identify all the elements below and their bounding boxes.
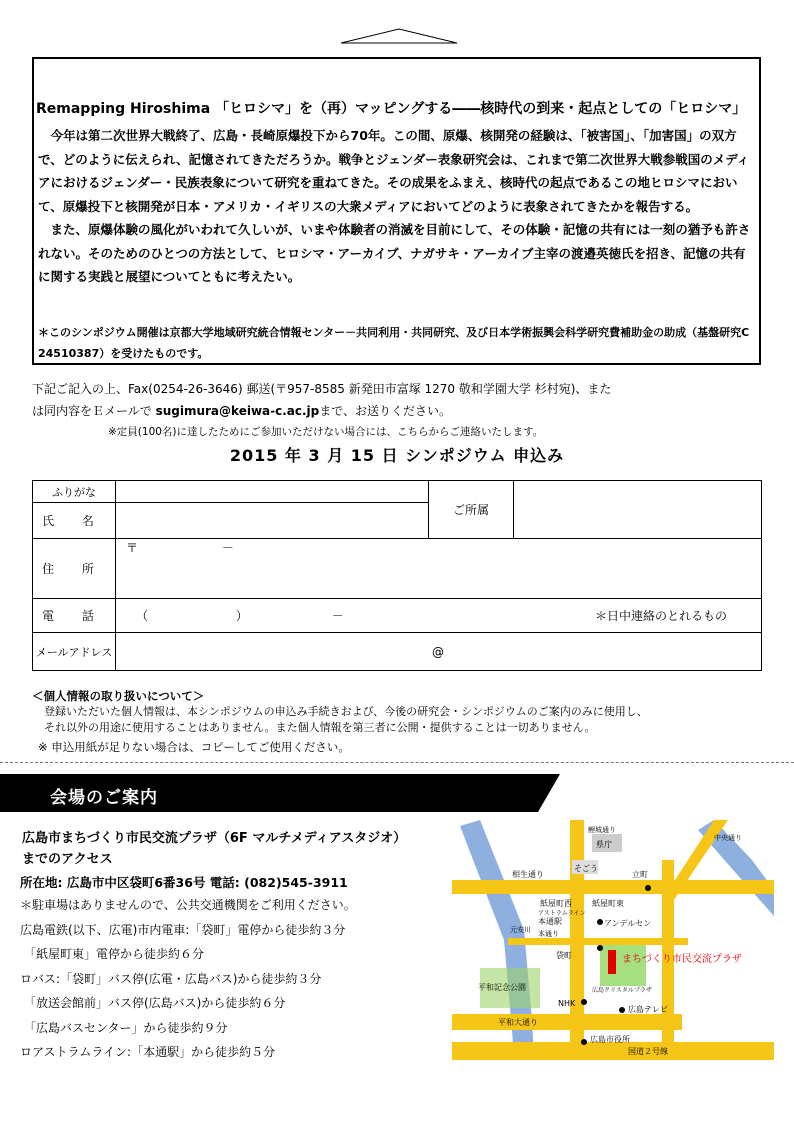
map-label: 袋町 (556, 951, 572, 960)
map-label: NHK (558, 999, 576, 1008)
access-item: 広島電鉄(以下、広電)市内電車:「袋町」電停から徒歩約３分 (20, 922, 346, 937)
affiliation-label: ご所属 (429, 481, 514, 539)
phone-field[interactable] (116, 599, 762, 633)
privacy-line-2: それ以外の用途に使用することはありません。また個人情報を第三者に公開・提供することは一切ありません。 (44, 721, 596, 734)
map-label: 中央通り (714, 834, 742, 842)
map-label: 本通り (538, 930, 559, 938)
furigana-field[interactable] (116, 481, 429, 503)
name-label: 氏 名 (33, 503, 116, 539)
access-item: 「放送会館前」バス停(広島バス)から徒歩約６分 (24, 996, 286, 1010)
map-label: 広島クリスタルプラザ (592, 987, 652, 994)
instructions-line-2-end: まで、お送りください。 (319, 404, 452, 418)
phone-note: ＊日中連絡のとれるもの (594, 609, 727, 623)
plaza-marker (608, 950, 616, 974)
map-label: 紙屋町西 (540, 899, 572, 908)
phone-label: 電 話 (33, 599, 116, 633)
map-label: 立町 (632, 870, 648, 879)
map-label: 県庁 (596, 840, 612, 849)
symposium-title: Remapping Hiroshima 「ヒロシマ」を（再）マッピングする――核時代の到来・起点としての「ヒロシマ」 (36, 101, 747, 117)
affiliation-field[interactable] (514, 481, 762, 539)
symposium-description (38, 124, 756, 289)
venue-name-line-2: までのアクセス (22, 852, 113, 867)
triangle-ornament (340, 28, 458, 44)
map-label: 平和記念公園 (478, 983, 526, 992)
access-item: 「紙屋町東」電停から徒歩約６分 (24, 947, 205, 961)
venue-address: 所在地: 広島市中区袋町6番36号 電話: (082)545-3911 (20, 875, 348, 890)
access-list (20, 893, 356, 1065)
instructions-line-2 (32, 400, 772, 422)
road-hondori (508, 938, 688, 945)
map-label: そごう (574, 864, 598, 873)
instructions-line-2-text: は同内容をＥメールで (32, 404, 156, 418)
map-label: 鯉城通り (588, 826, 616, 834)
map-label: 広島テレビ (628, 1005, 668, 1014)
access-item: 「広島バスセンター」から徒歩約９分 (24, 1020, 228, 1035)
furigana-label: ふりがな (33, 481, 116, 503)
map-label: アンデルセン (604, 919, 652, 928)
phone-paren-open: （ (136, 609, 149, 623)
email-at-mark: @ (432, 644, 444, 659)
road-aioi (452, 880, 774, 894)
form-title: 2015 年 3 月 15 日 シンポジウム 申込み (229, 446, 565, 465)
venue-section-title: 会場のご案内 (50, 788, 158, 808)
cut-line (0, 762, 794, 763)
funding-note: ＊このシンポジウム開催は京都大学地域研究統合情報センター－共同利用・共同研究、及び日本学術振興会科学研究費補助金の助成（基盤研究C 24510387）を受けたものです。 (38, 326, 750, 360)
map-label: 相生通り (512, 870, 544, 879)
map-label: 国道２号線 (628, 1047, 668, 1056)
privacy-line-1: 登録いただいた個人情報は、本シンポジウムの申込み手続きおよび、今後の研究会・シンポジウムのご案内のみに使用し、 (44, 705, 648, 718)
station-dot (619, 1007, 625, 1013)
symposium-paragraph-1: 今年は第二次世界大戦終了、広島・長崎原爆投下から70年。この間、原爆、核開発の経験は、「被害国」、「加害国」の双方で、どのように伝えられ、記憶されてきただろうか。戦争とジェンダー表象研究会は、これまで第二次世界大戦参戦国のメディアにおけるジェンダー・民族表象について研究を重ねてきた。その成果をふまえ、核時代の起点であるこの地ヒロシマにおいて、原爆投下と核開発が日本・アメリカ・イギリスの大衆メディアにおいてどのように表象されてきたかを報告する。 (38, 128, 750, 214)
phone-paren-close: ） (235, 609, 248, 623)
venue-name-line-1: 広島市まちづくり市民交流プラザ（6F マルチメディアスタジオ） (22, 831, 407, 846)
postal-dash: － (221, 541, 234, 555)
road-heiwa (452, 1014, 682, 1030)
contact-email-link[interactable]: sugimura@keiwa-c.ac.jp (155, 404, 320, 418)
road-route2 (452, 1042, 774, 1060)
access-item: ロバス:「袋町」バス停(広電・広島バス)から徒歩約３分 (20, 971, 322, 986)
map-label: 紙屋町東 (592, 899, 624, 908)
instructions-line-1: 下記ご記入の上、Fax(0254-26-3646) 郵送(〒957-8585 新発田市富塚 1270 敬和学園大学 杉村宛)、また (32, 382, 612, 396)
privacy-text (44, 704, 648, 736)
map-label: アストラムライン (538, 910, 586, 917)
station-dot (597, 945, 603, 951)
address-label: 住 所 (33, 539, 116, 599)
access-item: ロアストラムライン:「本通駅」から徒歩約５分 (20, 1045, 276, 1059)
capacity-note: ※定員(100名)に達したためにご参加いただけない場合には、こちらからご連絡いたします。 (108, 426, 544, 438)
name-field[interactable] (116, 503, 429, 539)
road-rijo (570, 820, 584, 1060)
station-dot (597, 919, 603, 925)
application-form (32, 480, 762, 671)
venue-name (22, 828, 406, 870)
map-label: 広島市役所 (590, 1035, 630, 1044)
email-field[interactable] (116, 633, 762, 671)
submission-instructions (32, 378, 772, 422)
station-dot (581, 1039, 587, 1045)
copy-note: ※ 申込用紙が足りない場合は、コピーしてご使用ください。 (38, 740, 350, 754)
postal-mark: 〒 (126, 541, 139, 555)
access-item: ＊駐車場はありませんので、公共交通機関をご利用ください。 (20, 898, 356, 912)
map-label: 元安川 (510, 926, 531, 934)
privacy-heading: ＜個人情報の取り扱いについて＞ (32, 689, 205, 703)
email-label: メールアドレス (33, 633, 116, 671)
address-field[interactable] (116, 539, 762, 599)
map-label: まちづくり市民交流プラザ (622, 954, 742, 965)
symposium-paragraph-2: また、原爆体験の風化がいわれて久しいが、いまや体験者の消滅を目前にして、その体験・記憶の共有には一刻の猶予も許されない。そのためのひとつの方法として、ヒロシマ・アーカイブ、ナガサキ・アーカイブ主宰の渡邉英徳氏を招き、記憶の共有に関する実践と展望についてともに考えたい。 (38, 222, 751, 284)
station-dot (581, 999, 587, 1005)
access-map (452, 820, 774, 1060)
map-label: 本通駅 (538, 917, 562, 926)
station-dot (645, 885, 651, 891)
map-label: 平和大通り (498, 1018, 538, 1027)
phone-dash: － (331, 609, 344, 623)
